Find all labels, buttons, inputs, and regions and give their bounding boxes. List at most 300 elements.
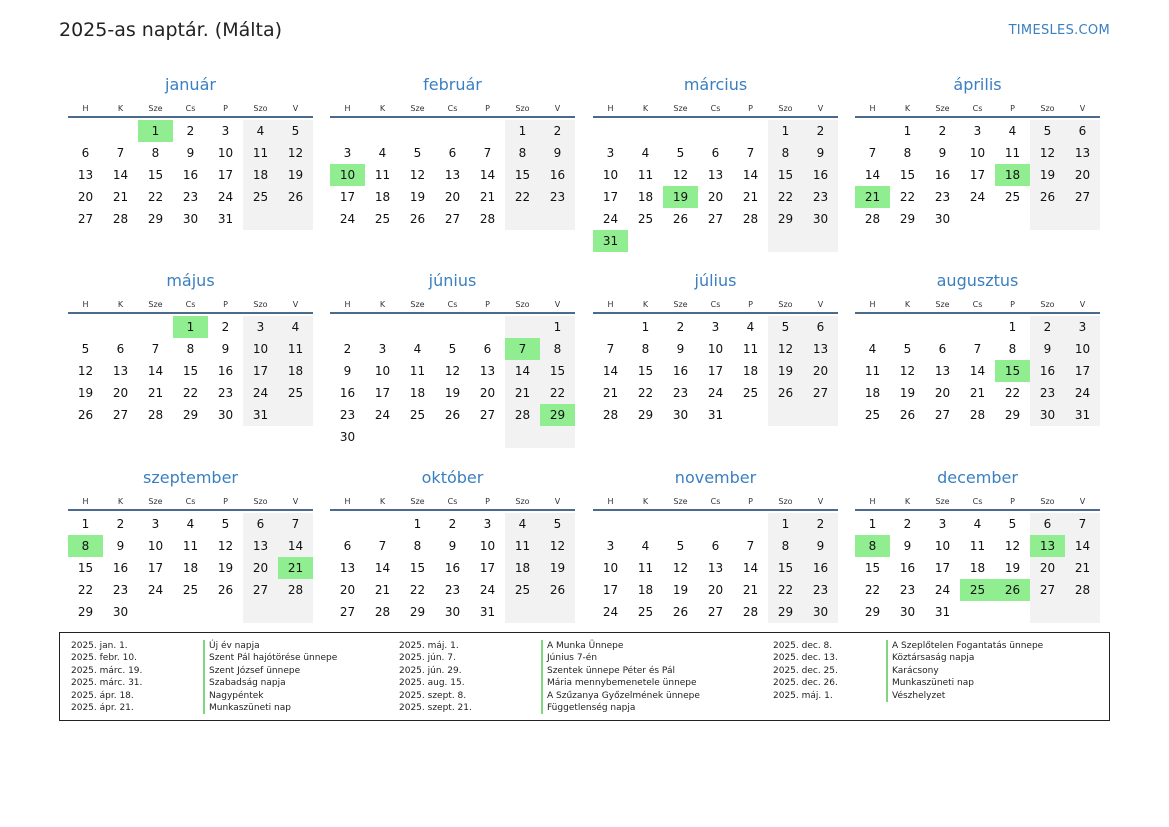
day-cell[interactable]: 6 bbox=[116, 342, 125, 356]
day-cell[interactable]: 4 bbox=[973, 517, 982, 531]
day-cell[interactable]: 3 bbox=[606, 539, 615, 553]
day-cell[interactable]: 18 bbox=[278, 360, 313, 382]
day-cell[interactable]: 27 bbox=[803, 382, 838, 404]
day-cell[interactable]: 3 bbox=[483, 517, 492, 531]
day-cell[interactable]: 28 bbox=[479, 212, 496, 226]
day-cell[interactable]: 28 bbox=[742, 605, 759, 619]
day-cell[interactable]: 2 bbox=[938, 124, 947, 138]
day-cell[interactable]: 10 bbox=[147, 539, 164, 553]
day-cell[interactable]: 25 bbox=[1004, 190, 1021, 204]
day-cell[interactable]: 20 bbox=[707, 190, 724, 204]
day-cell[interactable]: 16 bbox=[934, 168, 951, 182]
day-cell[interactable]: 28 bbox=[147, 408, 164, 422]
day-cell[interactable]: 30 bbox=[1030, 404, 1065, 426]
day-cell[interactable]: 8 bbox=[151, 146, 160, 160]
day-cell[interactable]: 22 bbox=[540, 382, 575, 404]
day-cell[interactable]: 23 bbox=[803, 186, 838, 208]
day-cell[interactable]: 21 bbox=[742, 190, 759, 204]
holiday-day[interactable]: 25 bbox=[960, 579, 995, 601]
day-cell[interactable]: 24 bbox=[969, 190, 986, 204]
day-cell[interactable]: 12 bbox=[672, 168, 689, 182]
day-cell[interactable]: 30 bbox=[339, 430, 356, 444]
day-cell[interactable]: 5 bbox=[221, 517, 230, 531]
day-cell[interactable]: 27 bbox=[112, 408, 129, 422]
day-cell[interactable]: 4 bbox=[278, 316, 313, 338]
day-cell[interactable]: 1 bbox=[768, 513, 803, 535]
day-cell[interactable]: 5 bbox=[1008, 517, 1017, 531]
day-cell[interactable]: 7 bbox=[1065, 513, 1100, 535]
day-cell[interactable]: 7 bbox=[151, 342, 160, 356]
day-cell[interactable]: 16 bbox=[339, 386, 356, 400]
day-cell[interactable]: 2 bbox=[676, 320, 685, 334]
day-cell[interactable]: 7 bbox=[973, 342, 982, 356]
day-cell[interactable]: 9 bbox=[343, 364, 352, 378]
day-cell[interactable]: 12 bbox=[217, 539, 234, 553]
day-cell[interactable]: 24 bbox=[1065, 382, 1100, 404]
day-cell[interactable]: 13 bbox=[339, 561, 356, 575]
day-cell[interactable]: 15 bbox=[768, 557, 803, 579]
day-cell[interactable]: 11 bbox=[969, 539, 986, 553]
day-cell[interactable]: 4 bbox=[413, 342, 422, 356]
day-cell[interactable]: 11 bbox=[182, 539, 199, 553]
day-cell[interactable]: 5 bbox=[81, 342, 90, 356]
day-cell[interactable]: 26 bbox=[540, 579, 575, 601]
day-cell[interactable]: 10 bbox=[1065, 338, 1100, 360]
day-cell[interactable]: 26 bbox=[672, 212, 689, 226]
day-cell[interactable]: 21 bbox=[1065, 557, 1100, 579]
day-cell[interactable]: 24 bbox=[147, 583, 164, 597]
day-cell[interactable]: 27 bbox=[479, 408, 496, 422]
day-cell[interactable]: 14 bbox=[602, 364, 619, 378]
day-cell[interactable]: 1 bbox=[81, 517, 90, 531]
day-cell[interactable]: 6 bbox=[243, 513, 278, 535]
day-cell[interactable]: 31 bbox=[243, 404, 278, 426]
day-cell[interactable]: 22 bbox=[1004, 386, 1021, 400]
day-cell[interactable]: 4 bbox=[868, 342, 877, 356]
day-cell[interactable]: 12 bbox=[540, 535, 575, 557]
day-cell[interactable]: 16 bbox=[112, 561, 129, 575]
day-cell[interactable]: 17 bbox=[217, 168, 234, 182]
day-cell[interactable]: 28 bbox=[374, 605, 391, 619]
day-cell[interactable]: 10 bbox=[602, 561, 619, 575]
day-cell[interactable]: 16 bbox=[672, 364, 689, 378]
day-cell[interactable]: 9 bbox=[803, 142, 838, 164]
day-cell[interactable]: 1 bbox=[540, 316, 575, 338]
day-cell[interactable]: 28 bbox=[505, 404, 540, 426]
day-cell[interactable]: 8 bbox=[413, 539, 422, 553]
day-cell[interactable]: 15 bbox=[147, 168, 164, 182]
day-cell[interactable]: 4 bbox=[505, 513, 540, 535]
day-cell[interactable]: 7 bbox=[746, 539, 755, 553]
day-cell[interactable]: 10 bbox=[374, 364, 391, 378]
day-cell[interactable]: 24 bbox=[243, 382, 278, 404]
day-cell[interactable]: 24 bbox=[602, 605, 619, 619]
day-cell[interactable]: 24 bbox=[602, 212, 619, 226]
day-cell[interactable]: 1 bbox=[413, 517, 422, 531]
day-cell[interactable]: 2 bbox=[116, 517, 125, 531]
day-cell[interactable]: 24 bbox=[934, 583, 951, 597]
day-cell[interactable]: 15 bbox=[899, 168, 916, 182]
day-cell[interactable]: 31 bbox=[707, 408, 724, 422]
day-cell[interactable]: 26 bbox=[899, 408, 916, 422]
day-cell[interactable]: 5 bbox=[676, 539, 685, 553]
day-cell[interactable]: 23 bbox=[444, 583, 461, 597]
holiday-day[interactable]: 8 bbox=[855, 535, 890, 557]
day-cell[interactable]: 23 bbox=[339, 408, 356, 422]
day-cell[interactable]: 6 bbox=[711, 539, 720, 553]
day-cell[interactable]: 15 bbox=[182, 364, 199, 378]
day-cell[interactable]: 27 bbox=[77, 212, 94, 226]
day-cell[interactable]: 13 bbox=[444, 168, 461, 182]
day-cell[interactable]: 24 bbox=[707, 386, 724, 400]
day-cell[interactable]: 19 bbox=[444, 386, 461, 400]
day-cell[interactable]: 23 bbox=[540, 186, 575, 208]
day-cell[interactable]: 11 bbox=[864, 364, 881, 378]
day-cell[interactable]: 19 bbox=[899, 386, 916, 400]
day-cell[interactable]: 9 bbox=[221, 342, 230, 356]
holiday-day[interactable]: 13 bbox=[1030, 535, 1065, 557]
day-cell[interactable]: 16 bbox=[803, 557, 838, 579]
day-cell[interactable]: 31 bbox=[479, 605, 496, 619]
day-cell[interactable]: 15 bbox=[505, 164, 540, 186]
day-cell[interactable]: 5 bbox=[540, 513, 575, 535]
day-cell[interactable]: 25 bbox=[742, 386, 759, 400]
day-cell[interactable]: 20 bbox=[112, 386, 129, 400]
day-cell[interactable]: 24 bbox=[479, 583, 496, 597]
day-cell[interactable]: 19 bbox=[217, 561, 234, 575]
day-cell[interactable]: 7 bbox=[378, 539, 387, 553]
day-cell[interactable]: 23 bbox=[182, 190, 199, 204]
day-cell[interactable]: 24 bbox=[374, 408, 391, 422]
day-cell[interactable]: 15 bbox=[540, 360, 575, 382]
day-cell[interactable]: 7 bbox=[116, 146, 125, 160]
day-cell[interactable]: 20 bbox=[803, 360, 838, 382]
day-cell[interactable]: 31 bbox=[217, 212, 234, 226]
day-cell[interactable]: 7 bbox=[483, 146, 492, 160]
day-cell[interactable]: 29 bbox=[899, 212, 916, 226]
day-cell[interactable]: 27 bbox=[444, 212, 461, 226]
day-cell[interactable]: 2 bbox=[540, 120, 575, 142]
day-cell[interactable]: 6 bbox=[1030, 513, 1065, 535]
day-cell[interactable]: 11 bbox=[637, 561, 654, 575]
day-cell[interactable]: 11 bbox=[505, 535, 540, 557]
day-cell[interactable]: 8 bbox=[641, 342, 650, 356]
day-cell[interactable]: 14 bbox=[969, 364, 986, 378]
day-cell[interactable]: 9 bbox=[676, 342, 685, 356]
day-cell[interactable]: 30 bbox=[182, 212, 199, 226]
day-cell[interactable]: 9 bbox=[938, 146, 947, 160]
day-cell[interactable]: 31 bbox=[934, 605, 951, 619]
day-cell[interactable]: 7 bbox=[606, 342, 615, 356]
day-cell[interactable]: 5 bbox=[676, 146, 685, 160]
day-cell[interactable]: 8 bbox=[903, 146, 912, 160]
day-cell[interactable]: 20 bbox=[1065, 164, 1100, 186]
day-cell[interactable]: 14 bbox=[278, 535, 313, 557]
day-cell[interactable]: 25 bbox=[637, 212, 654, 226]
day-cell[interactable]: 28 bbox=[112, 212, 129, 226]
day-cell[interactable]: 14 bbox=[1065, 535, 1100, 557]
day-cell[interactable]: 14 bbox=[147, 364, 164, 378]
day-cell[interactable]: 27 bbox=[707, 605, 724, 619]
day-cell[interactable]: 20 bbox=[444, 190, 461, 204]
day-cell[interactable]: 9 bbox=[116, 539, 125, 553]
day-cell[interactable]: 6 bbox=[803, 316, 838, 338]
day-cell[interactable]: 3 bbox=[711, 320, 720, 334]
day-cell[interactable]: 4 bbox=[1008, 124, 1017, 138]
day-cell[interactable]: 28 bbox=[602, 408, 619, 422]
site-link[interactable]: TIMESLES.COM bbox=[1008, 23, 1110, 38]
day-cell[interactable]: 8 bbox=[768, 142, 803, 164]
day-cell[interactable]: 22 bbox=[864, 583, 881, 597]
day-cell[interactable]: 13 bbox=[707, 168, 724, 182]
day-cell[interactable]: 11 bbox=[409, 364, 426, 378]
day-cell[interactable]: 12 bbox=[77, 364, 94, 378]
day-cell[interactable]: 4 bbox=[378, 146, 387, 160]
holiday-day[interactable]: 21 bbox=[278, 557, 313, 579]
day-cell[interactable]: 3 bbox=[343, 146, 352, 160]
day-cell[interactable]: 25 bbox=[374, 212, 391, 226]
day-cell[interactable]: 19 bbox=[672, 583, 689, 597]
day-cell[interactable]: 25 bbox=[864, 408, 881, 422]
day-cell[interactable]: 29 bbox=[182, 408, 199, 422]
day-cell[interactable]: 1 bbox=[868, 517, 877, 531]
day-cell[interactable]: 16 bbox=[182, 168, 199, 182]
day-cell[interactable]: 21 bbox=[505, 382, 540, 404]
day-cell[interactable]: 23 bbox=[934, 190, 951, 204]
day-cell[interactable]: 6 bbox=[1065, 120, 1100, 142]
day-cell[interactable]: 29 bbox=[864, 605, 881, 619]
day-cell[interactable]: 2 bbox=[221, 320, 230, 334]
day-cell[interactable]: 21 bbox=[479, 190, 496, 204]
day-cell[interactable]: 22 bbox=[768, 579, 803, 601]
day-cell[interactable]: 4 bbox=[186, 517, 195, 531]
day-cell[interactable]: 26 bbox=[77, 408, 94, 422]
holiday-day[interactable]: 7 bbox=[505, 338, 540, 360]
day-cell[interactable]: 26 bbox=[409, 212, 426, 226]
day-cell[interactable]: 12 bbox=[409, 168, 426, 182]
day-cell[interactable]: 10 bbox=[602, 168, 619, 182]
day-cell[interactable]: 11 bbox=[1004, 146, 1021, 160]
day-cell[interactable]: 3 bbox=[938, 517, 947, 531]
day-cell[interactable]: 17 bbox=[602, 583, 619, 597]
day-cell[interactable]: 10 bbox=[243, 338, 278, 360]
day-cell[interactable]: 1 bbox=[641, 320, 650, 334]
day-cell[interactable]: 25 bbox=[505, 579, 540, 601]
day-cell[interactable]: 7 bbox=[746, 146, 755, 160]
day-cell[interactable]: 22 bbox=[637, 386, 654, 400]
day-cell[interactable]: 20 bbox=[77, 190, 94, 204]
day-cell[interactable]: 2 bbox=[803, 120, 838, 142]
day-cell[interactable]: 20 bbox=[1030, 557, 1065, 579]
day-cell[interactable]: 25 bbox=[243, 186, 278, 208]
day-cell[interactable]: 6 bbox=[448, 146, 457, 160]
day-cell[interactable]: 5 bbox=[768, 316, 803, 338]
day-cell[interactable]: 12 bbox=[444, 364, 461, 378]
day-cell[interactable]: 26 bbox=[672, 605, 689, 619]
day-cell[interactable]: 8 bbox=[1008, 342, 1017, 356]
day-cell[interactable]: 1 bbox=[1008, 320, 1017, 334]
day-cell[interactable]: 21 bbox=[112, 190, 129, 204]
day-cell[interactable]: 11 bbox=[637, 168, 654, 182]
day-cell[interactable]: 18 bbox=[864, 386, 881, 400]
day-cell[interactable]: 29 bbox=[768, 601, 803, 623]
day-cell[interactable]: 21 bbox=[374, 583, 391, 597]
day-cell[interactable]: 17 bbox=[1065, 360, 1100, 382]
day-cell[interactable]: 31 bbox=[1065, 404, 1100, 426]
day-cell[interactable]: 8 bbox=[505, 142, 540, 164]
day-cell[interactable]: 16 bbox=[217, 364, 234, 378]
day-cell[interactable]: 27 bbox=[243, 579, 278, 601]
day-cell[interactable]: 30 bbox=[444, 605, 461, 619]
day-cell[interactable]: 18 bbox=[505, 557, 540, 579]
day-cell[interactable]: 23 bbox=[899, 583, 916, 597]
day-cell[interactable]: 19 bbox=[278, 164, 313, 186]
day-cell[interactable]: 25 bbox=[409, 408, 426, 422]
day-cell[interactable]: 18 bbox=[182, 561, 199, 575]
day-cell[interactable]: 17 bbox=[147, 561, 164, 575]
day-cell[interactable]: 4 bbox=[243, 120, 278, 142]
day-cell[interactable]: 18 bbox=[374, 190, 391, 204]
day-cell[interactable]: 26 bbox=[278, 186, 313, 208]
day-cell[interactable]: 17 bbox=[243, 360, 278, 382]
day-cell[interactable]: 22 bbox=[77, 583, 94, 597]
day-cell[interactable]: 17 bbox=[602, 190, 619, 204]
day-cell[interactable]: 16 bbox=[540, 164, 575, 186]
day-cell[interactable]: 13 bbox=[479, 364, 496, 378]
day-cell[interactable]: 10 bbox=[479, 539, 496, 553]
day-cell[interactable]: 3 bbox=[151, 517, 160, 531]
day-cell[interactable]: 30 bbox=[217, 408, 234, 422]
holiday-day[interactable]: 8 bbox=[68, 535, 103, 557]
day-cell[interactable]: 6 bbox=[938, 342, 947, 356]
day-cell[interactable]: 13 bbox=[803, 338, 838, 360]
day-cell[interactable]: 4 bbox=[641, 146, 650, 160]
day-cell[interactable]: 1 bbox=[505, 120, 540, 142]
day-cell[interactable]: 14 bbox=[742, 168, 759, 182]
day-cell[interactable]: 13 bbox=[934, 364, 951, 378]
day-cell[interactable]: 19 bbox=[540, 557, 575, 579]
day-cell[interactable]: 16 bbox=[899, 561, 916, 575]
day-cell[interactable]: 22 bbox=[768, 186, 803, 208]
day-cell[interactable]: 15 bbox=[637, 364, 654, 378]
day-cell[interactable]: 12 bbox=[1004, 539, 1021, 553]
day-cell[interactable]: 15 bbox=[768, 164, 803, 186]
day-cell[interactable]: 19 bbox=[768, 360, 803, 382]
day-cell[interactable]: 22 bbox=[409, 583, 426, 597]
day-cell[interactable]: 10 bbox=[217, 146, 234, 160]
holiday-day[interactable]: 15 bbox=[995, 360, 1030, 382]
day-cell[interactable]: 18 bbox=[637, 190, 654, 204]
day-cell[interactable]: 2 bbox=[803, 513, 838, 535]
day-cell[interactable]: 18 bbox=[742, 364, 759, 378]
day-cell[interactable]: 17 bbox=[934, 561, 951, 575]
day-cell[interactable]: 2 bbox=[343, 342, 352, 356]
day-cell[interactable]: 2 bbox=[1030, 316, 1065, 338]
day-cell[interactable]: 17 bbox=[969, 168, 986, 182]
holiday-day[interactable]: 26 bbox=[995, 579, 1030, 601]
day-cell[interactable]: 13 bbox=[1065, 142, 1100, 164]
day-cell[interactable]: 23 bbox=[112, 583, 129, 597]
day-cell[interactable]: 6 bbox=[343, 539, 352, 553]
day-cell[interactable]: 29 bbox=[409, 605, 426, 619]
day-cell[interactable]: 3 bbox=[1065, 316, 1100, 338]
day-cell[interactable]: 4 bbox=[641, 539, 650, 553]
day-cell[interactable]: 9 bbox=[448, 539, 457, 553]
day-cell[interactable]: 18 bbox=[637, 583, 654, 597]
day-cell[interactable]: 21 bbox=[969, 386, 986, 400]
day-cell[interactable]: 22 bbox=[147, 190, 164, 204]
day-cell[interactable]: 28 bbox=[1065, 579, 1100, 601]
day-cell[interactable]: 6 bbox=[483, 342, 492, 356]
holiday-day[interactable]: 1 bbox=[138, 120, 173, 142]
day-cell[interactable]: 12 bbox=[278, 142, 313, 164]
day-cell[interactable]: 10 bbox=[707, 342, 724, 356]
day-cell[interactable]: 27 bbox=[707, 212, 724, 226]
day-cell[interactable]: 19 bbox=[77, 386, 94, 400]
day-cell[interactable]: 12 bbox=[672, 561, 689, 575]
day-cell[interactable]: 25 bbox=[278, 382, 313, 404]
day-cell[interactable]: 15 bbox=[409, 561, 426, 575]
day-cell[interactable]: 5 bbox=[278, 120, 313, 142]
day-cell[interactable]: 23 bbox=[1030, 382, 1065, 404]
day-cell[interactable]: 9 bbox=[903, 539, 912, 553]
day-cell[interactable]: 13 bbox=[243, 535, 278, 557]
holiday-day[interactable]: 19 bbox=[663, 186, 698, 208]
day-cell[interactable]: 5 bbox=[903, 342, 912, 356]
holiday-day[interactable]: 18 bbox=[995, 164, 1030, 186]
day-cell[interactable]: 25 bbox=[637, 605, 654, 619]
day-cell[interactable]: 30 bbox=[934, 212, 951, 226]
day-cell[interactable]: 23 bbox=[803, 579, 838, 601]
day-cell[interactable]: 10 bbox=[969, 146, 986, 160]
day-cell[interactable]: 14 bbox=[479, 168, 496, 182]
day-cell[interactable]: 27 bbox=[339, 605, 356, 619]
day-cell[interactable]: 3 bbox=[221, 124, 230, 138]
day-cell[interactable]: 2 bbox=[186, 124, 195, 138]
day-cell[interactable]: 27 bbox=[1030, 579, 1065, 601]
holiday-day[interactable]: 29 bbox=[540, 404, 575, 426]
day-cell[interactable]: 8 bbox=[540, 338, 575, 360]
day-cell[interactable]: 6 bbox=[711, 146, 720, 160]
day-cell[interactable]: 26 bbox=[768, 382, 803, 404]
day-cell[interactable]: 22 bbox=[182, 386, 199, 400]
day-cell[interactable]: 5 bbox=[1030, 120, 1065, 142]
day-cell[interactable]: 24 bbox=[339, 212, 356, 226]
holiday-day[interactable]: 21 bbox=[855, 186, 890, 208]
day-cell[interactable]: 21 bbox=[742, 583, 759, 597]
day-cell[interactable]: 16 bbox=[444, 561, 461, 575]
day-cell[interactable]: 17 bbox=[479, 561, 496, 575]
day-cell[interactable]: 30 bbox=[803, 601, 838, 623]
day-cell[interactable]: 9 bbox=[540, 142, 575, 164]
day-cell[interactable]: 30 bbox=[112, 605, 129, 619]
day-cell[interactable]: 13 bbox=[112, 364, 129, 378]
day-cell[interactable]: 24 bbox=[217, 190, 234, 204]
day-cell[interactable]: 4 bbox=[746, 320, 755, 334]
day-cell[interactable]: 9 bbox=[803, 535, 838, 557]
day-cell[interactable]: 20 bbox=[479, 386, 496, 400]
day-cell[interactable]: 26 bbox=[444, 408, 461, 422]
day-cell[interactable]: 6 bbox=[81, 146, 90, 160]
day-cell[interactable]: 18 bbox=[969, 561, 986, 575]
day-cell[interactable]: 19 bbox=[409, 190, 426, 204]
day-cell[interactable]: 20 bbox=[707, 583, 724, 597]
day-cell[interactable]: 11 bbox=[742, 342, 759, 356]
day-cell[interactable]: 17 bbox=[339, 190, 356, 204]
day-cell[interactable]: 9 bbox=[186, 146, 195, 160]
day-cell[interactable]: 14 bbox=[742, 561, 759, 575]
day-cell[interactable]: 18 bbox=[243, 164, 278, 186]
